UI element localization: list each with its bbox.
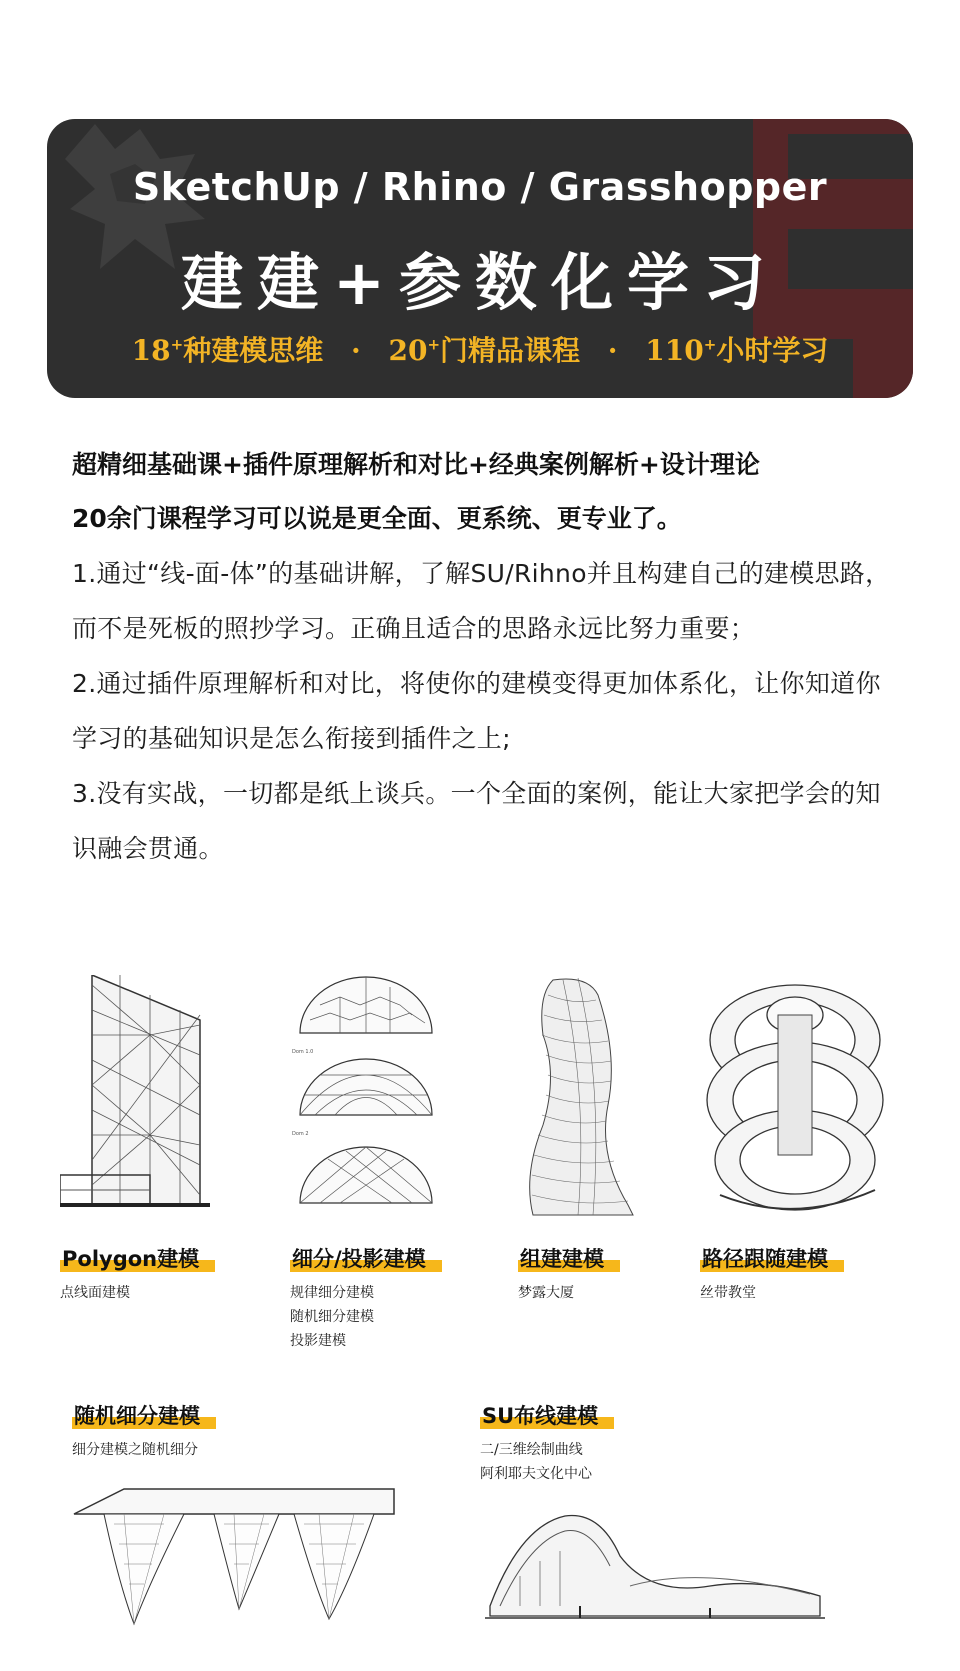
intro-headline-1: 超精细基础课+插件原理解析和对比+经典案例解析+设计理论 <box>72 450 760 479</box>
stat-hours: 110+小时学习 <box>645 334 829 367</box>
stat-courses: 20+门精品课程 <box>388 334 581 367</box>
feature-desc: 二/三维绘制曲线 阿利耶夫文化中心 <box>480 1442 592 1482</box>
intro-point-2: 2.通过插件原理解析和对比，将使你的建模变得更加体系化，让你知道你学习的基础知识是怎么衔接到插件之上; <box>72 669 881 753</box>
svg-text:Dom 1.0: Dom 1.0 <box>292 1049 314 1055</box>
feature-desc: 细分建模之随机细分 <box>72 1442 198 1458</box>
twisted-tower-image <box>518 975 668 1225</box>
feature-component <box>518 975 668 1305</box>
stat-modeling: 18+种建模思维 <box>131 334 324 367</box>
ribbon-chapel-image <box>700 975 890 1225</box>
course-banner <box>47 119 913 398</box>
feature-desc: 点线面建模 <box>60 1285 130 1301</box>
intro-point-3: 3.没有实战，一切都是纸上谈兵。一个全面的案例，能让大家把学会的知识融会贯通。 <box>72 779 881 863</box>
intro-headline-2: 20余门课程学习可以说是更全面、更系统、更专业了。 <box>72 504 682 533</box>
feature-tag: 随机细分建模 <box>72 1400 202 1430</box>
intro-section <box>72 438 892 876</box>
feature-desc: 丝带教堂 <box>700 1285 756 1301</box>
banner-stats <box>47 329 913 369</box>
dome-subdivision-image <box>290 975 440 1225</box>
feature-su-wiring <box>480 1400 830 1636</box>
feature-tag: 细分/投影建模 <box>290 1243 428 1273</box>
intro-point-1: 1.通过“线-面-体”的基础讲解，了解SU/Rihno并且构建自己的建模思路，而不是死板的照抄学习。正确且适合的思路永远比努力重要； <box>72 559 891 643</box>
stat-separator: · <box>607 334 618 367</box>
feature-tag: Polygon建模 <box>60 1243 201 1273</box>
cultural-center-image <box>480 1506 830 1636</box>
canopy-structure-image <box>64 1484 404 1634</box>
feature-desc: 规律细分建模 随机细分建模 投影建模 <box>290 1285 374 1349</box>
stat-separator: · <box>350 334 361 367</box>
feature-polygon <box>60 975 210 1305</box>
feature-desc: 梦露大厦 <box>518 1285 574 1301</box>
banner-subtitle: 建建+参数化学习 <box>181 246 779 319</box>
feature-subdivision <box>290 975 440 1353</box>
svg-text:Dom 2: Dom 2 <box>292 1131 309 1137</box>
feature-tag: SU布线建模 <box>480 1400 600 1430</box>
feature-tag: 路径跟随建模 <box>700 1243 830 1273</box>
feature-path-follow <box>700 975 890 1305</box>
feature-tag: 组建建模 <box>518 1243 606 1273</box>
feature-random-subdivision <box>72 1400 404 1634</box>
banner-title: SketchUp / Rhino / Grasshopper <box>132 165 828 209</box>
polygon-facade-image <box>60 975 210 1225</box>
